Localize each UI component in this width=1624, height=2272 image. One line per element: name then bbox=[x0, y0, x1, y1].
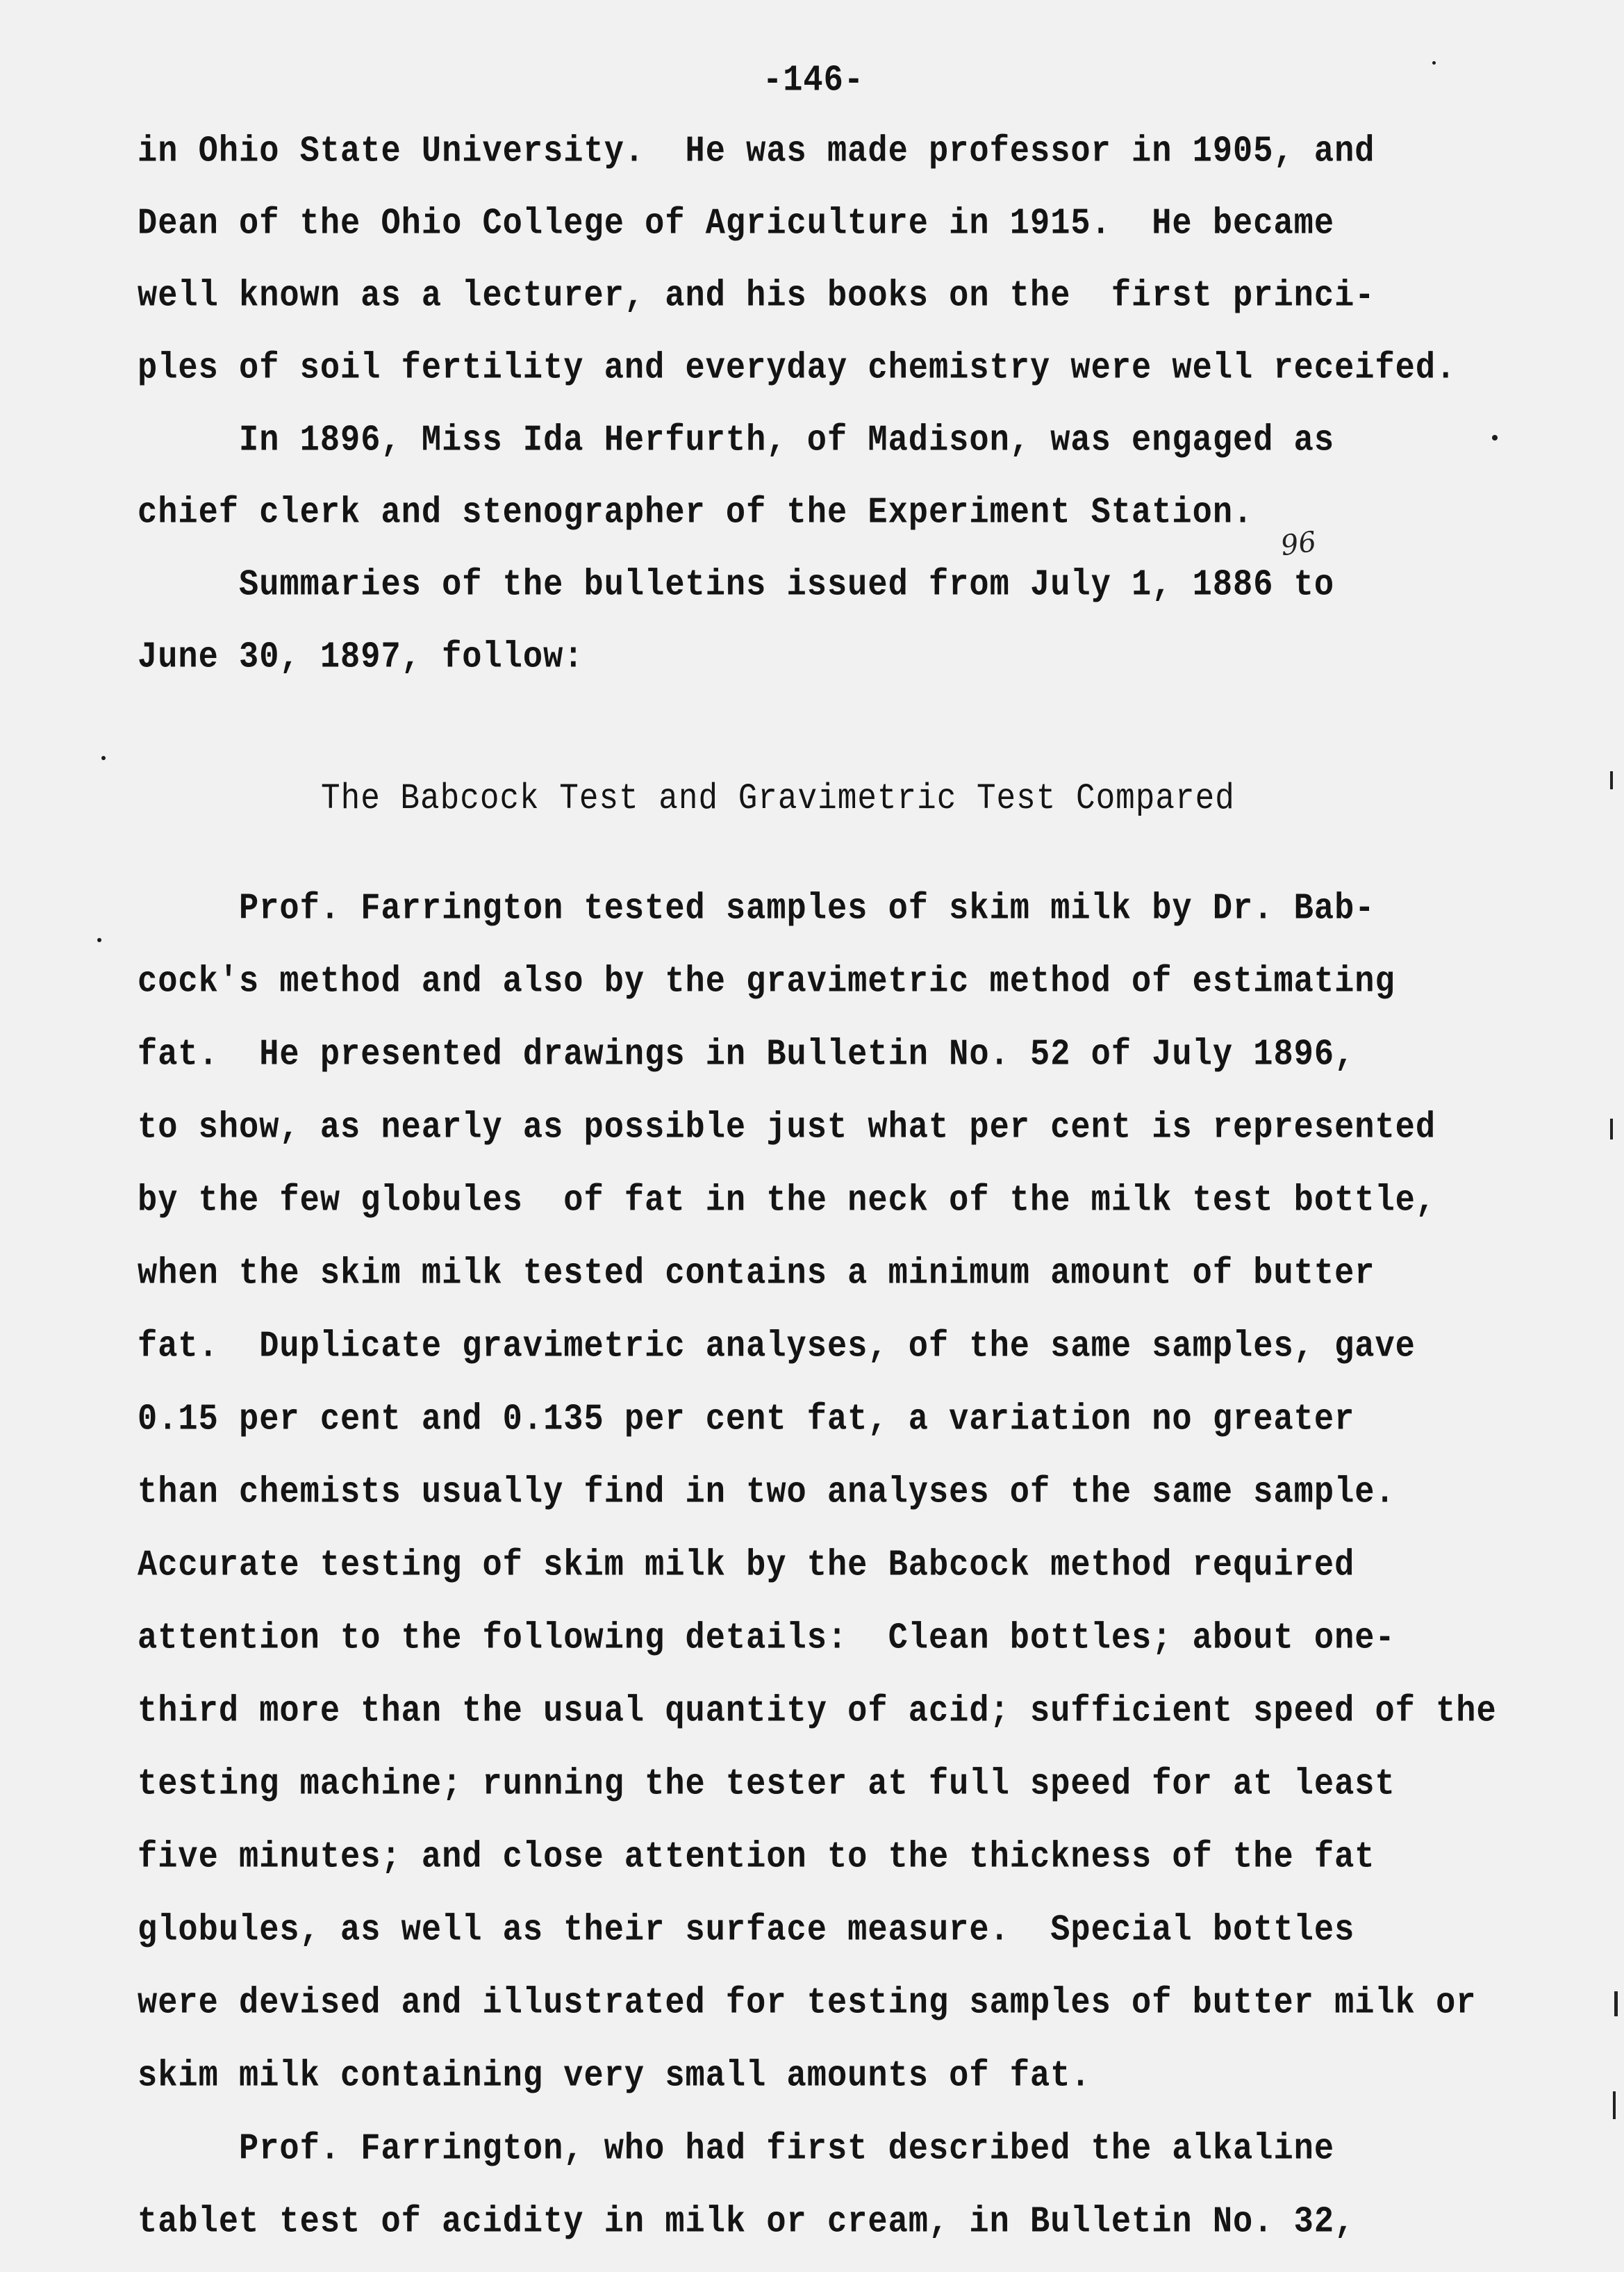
page-number: -146- bbox=[763, 60, 865, 102]
text-line: than chemists usually find in two analyses of the same sample. bbox=[138, 1472, 1395, 1514]
text-line: In 1896, Miss Ida Herfurth, of Madison, was engaged as bbox=[138, 420, 1335, 462]
text-line: chief clerk and stenographer of the Experiment Station. bbox=[138, 493, 1254, 534]
handwritten-annotation: 96 bbox=[1279, 525, 1318, 563]
scan-edge-mark bbox=[1610, 771, 1613, 789]
scan-speck bbox=[101, 756, 106, 760]
text-line: in Ohio State University. He was made professor in 1905, and bbox=[138, 131, 1375, 173]
scan-speck bbox=[97, 938, 101, 942]
text-line: five minutes; and close attention to the thickness of the fat bbox=[138, 1837, 1375, 1879]
text-line: third more than the usual quantity of acid; sufficient speed of the bbox=[138, 1691, 1497, 1733]
text-line: by the few globules of fat in the neck of the milk test bottle, bbox=[138, 1180, 1436, 1222]
text-line: well known as a lecturer, and his books on the first princi- bbox=[138, 276, 1375, 318]
scan-edge-mark bbox=[1614, 1991, 1618, 2016]
scan-speck bbox=[1432, 61, 1436, 65]
scan-speck bbox=[1492, 435, 1498, 441]
scan-edge-mark bbox=[1610, 1119, 1613, 1139]
text-line: Prof. Farrington, who had first described the alkaline bbox=[138, 2129, 1335, 2171]
text-line: skim milk containing very small amounts of fat. bbox=[138, 2056, 1091, 2098]
text-line: attention to the following details: Clean bottles; about one- bbox=[138, 1618, 1395, 1660]
text-line: tablet test of acidity in milk or cream, in Bulletin No. 32, bbox=[138, 2202, 1355, 2244]
text-line: 0.15 per cent and 0.135 per cent fat, a variation no greater bbox=[138, 1399, 1355, 1441]
text-line: Summaries of the bulletins issued from July 1, 1886 to bbox=[138, 565, 1335, 607]
text-line: cock's method and also by the gravimetric method of estimating bbox=[138, 962, 1395, 1003]
text-line: Accurate testing of skim milk by the Babcock method required bbox=[138, 1545, 1355, 1587]
text-line: when the skim milk tested contains a minimum amount of butter bbox=[138, 1253, 1375, 1295]
text-line: Prof. Farrington tested samples of skim milk by Dr. Bab- bbox=[138, 889, 1375, 930]
text-line: were devised and illustrated for testing samples of butter milk or bbox=[138, 1983, 1477, 2025]
text-line: Dean of the Ohio College of Agriculture in 1915. He became bbox=[138, 204, 1335, 245]
scan-edge-mark bbox=[1613, 2091, 1616, 2119]
text-line: globules, as well as their surface measure. Special bottles bbox=[138, 1910, 1355, 1952]
text-line: testing machine; running the tester at full speed for at least bbox=[138, 1764, 1395, 1806]
text-line: fat. Duplicate gravimetric analyses, of the same samples, gave bbox=[138, 1326, 1416, 1368]
section-heading: The Babcock Test and Gravimetric Test Compared bbox=[321, 778, 1235, 819]
text-line: ples of soil fertility and everyday chemistry were well receifed. bbox=[138, 348, 1457, 390]
text-line: June 30, 1897, follow: bbox=[138, 637, 584, 679]
text-line: to show, as nearly as possible just what per cent is represented bbox=[138, 1108, 1436, 1149]
text-line: fat. He presented drawings in Bulletin No. 52 of July 1896, bbox=[138, 1035, 1355, 1076]
